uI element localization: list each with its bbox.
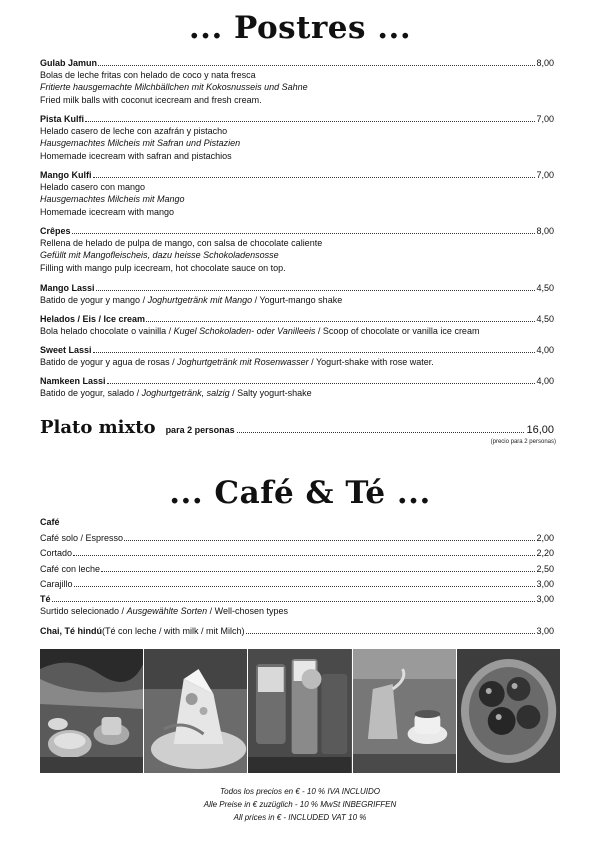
item-desc-de: Gefüllt mit Mangofleischeis, dazu heisse Schokoladensosse	[40, 250, 279, 261]
item-name: Namkeen Lassi	[40, 376, 106, 386]
item-subtitle: (Té con leche / with milk / mit Milch)	[102, 626, 245, 636]
item-name: Té	[40, 594, 51, 604]
footer-line-en: All prices in € - INCLUDED VAT 10 %	[233, 813, 367, 822]
leader-dots	[107, 383, 536, 384]
leader-dots	[98, 65, 535, 66]
item-desc-de: Kugel Schokoladen- oder Vanilleeis	[173, 326, 316, 336]
item-desc-es: Helado casero de leche con azafrán y pistacho	[40, 126, 228, 136]
menu-item-mango-kulfi	[40, 170, 554, 218]
item-desc-es: Rellena de helado de pulpa de mango, con salsa de chocolate caliente	[40, 238, 323, 248]
leader-dots	[101, 571, 535, 572]
menu-item-te	[40, 594, 554, 617]
item-price: 7,00	[536, 170, 554, 180]
item-name: Mango Kulfi	[40, 170, 92, 180]
item-name: Cortado	[40, 548, 73, 558]
item-desc-en: Filling with mango pulp icecream, hot chocolate sauce on top.	[40, 262, 286, 273]
menu-item-mango-lassi	[40, 283, 554, 306]
item-desc-en: Homemade icecream with mango	[40, 206, 175, 217]
plato-name: Plato mixto	[40, 417, 156, 438]
leader-dots	[93, 177, 536, 178]
plato-price: 16,00	[526, 424, 554, 436]
menu-item-namkeen-lassi	[40, 376, 554, 399]
item-desc-en: Homemade icecream with safran and pistachios	[40, 150, 232, 161]
item-name: Café solo / Espresso	[40, 533, 124, 543]
menu-item-cafe-solo	[40, 533, 554, 544]
item-price: 4,00	[536, 345, 554, 355]
leader-dots	[124, 540, 535, 541]
item-desc-de: Fritierte hausgemachte Milchbällchen mit Kokosnusseis und Sahne	[40, 82, 308, 93]
item-desc	[40, 325, 554, 337]
item-desc-de: Joghurtgetränk, salzig	[141, 388, 230, 398]
item-price: 8,00	[536, 226, 554, 236]
menu-item-cortado	[40, 548, 554, 559]
coffee-pot-photo	[353, 649, 456, 773]
item-desc	[40, 294, 554, 306]
item-name: Mango Lassi	[40, 283, 95, 293]
item-name: Café con leche	[40, 564, 101, 574]
item-desc-en: / Salty yogurt-shake	[229, 388, 312, 398]
menu-item-chai	[40, 626, 554, 637]
item-price: 8,00	[536, 58, 554, 68]
menu-item-gulab-jamun	[40, 58, 554, 106]
footer-line-es: Todos los precios en € - 10 % IVA INCLUIDO	[220, 787, 380, 796]
leader-dots	[85, 121, 535, 122]
item-desc-en: / Yogurt-shake with rose water.	[308, 357, 434, 367]
item-desc-es: Bola helado chocolate o vainilla /	[40, 326, 174, 336]
menu-item-cafe-con-leche	[40, 564, 554, 575]
tea-set-photo	[40, 649, 143, 773]
item-price: 3,00	[536, 626, 554, 636]
item-desc-en: Fried milk balls with coconut icecream and fresh cream.	[40, 94, 262, 105]
leader-dots	[93, 352, 536, 353]
item-desc-es: Batido de yogur, salado /	[40, 388, 142, 398]
item-name: Gulab Jamun	[40, 58, 98, 68]
item-desc	[40, 387, 554, 399]
item-price: 3,00	[536, 594, 554, 604]
item-price: 7,00	[536, 114, 554, 124]
item-desc	[40, 605, 554, 617]
item-name: Crêpes	[40, 226, 71, 236]
item-desc-de: Hausgemachtes Milcheis mit Mango	[40, 194, 185, 205]
menu-item-crepes	[40, 226, 554, 274]
item-desc-de: Joghurtgetränk mit Mango	[147, 295, 253, 305]
leader-dots	[146, 321, 535, 322]
item-desc-de: Joghurtgetränk mit Rosenwasser	[177, 357, 309, 367]
leader-dots	[96, 290, 536, 291]
photo-strip	[40, 649, 560, 773]
postres-title: ... Postres ...	[188, 10, 412, 46]
plato-subtitle: para 2 personas	[165, 425, 235, 435]
leader-dots	[246, 633, 536, 634]
item-desc-en: / Yogurt-mango shake	[252, 295, 343, 305]
item-name: Sweet Lassi	[40, 345, 92, 355]
leader-dots	[237, 432, 525, 433]
dessert-photo	[144, 649, 247, 773]
item-name: Chai, Té hindú	[40, 626, 102, 636]
item-price: 4,50	[536, 283, 554, 293]
plato-note: (precio para 2 personas)	[490, 439, 556, 445]
item-price: 3,00	[536, 579, 554, 589]
leader-dots	[52, 601, 536, 602]
leader-dots	[74, 586, 536, 587]
item-desc-en: / Scoop of chocolate or vanilla ice cream	[315, 326, 480, 336]
gulab-jamun-photo	[457, 649, 560, 773]
menu-item-carajillo	[40, 579, 554, 590]
item-price: 4,00	[536, 376, 554, 386]
item-desc-es: Helado casero con mango	[40, 182, 146, 192]
item-desc	[40, 356, 554, 368]
cafe-heading: Café	[40, 517, 60, 527]
menu-item-pista-kulfi	[40, 114, 554, 162]
item-desc-es: Batido de yogur y mango /	[40, 295, 148, 305]
leader-dots	[72, 233, 536, 234]
item-price: 2,00	[536, 533, 554, 543]
footer-line-de: Alle Preise in € zuzüglich - 10 % MwSt INBEGRIFFEN	[203, 800, 397, 809]
menu-item-helados	[40, 314, 554, 337]
cafe-title: ... Café & Té ...	[169, 475, 431, 511]
item-desc-es: Batido de yogur y agua de rosas /	[40, 357, 178, 367]
item-desc-es: Bolas de leche fritas con helado de coco y nata fresca	[40, 70, 256, 80]
item-desc-de: Ausgewählte Sorten	[126, 606, 208, 616]
menu-item-sweet-lassi	[40, 345, 554, 368]
item-price: 2,50	[536, 564, 554, 574]
item-price: 4,50	[536, 314, 554, 324]
item-name: Helados / Eis / Ice cream	[40, 314, 146, 324]
plato-mixto	[40, 417, 554, 438]
drinks-photo	[248, 649, 351, 773]
item-name: Carajillo	[40, 579, 73, 589]
leader-dots	[73, 555, 535, 556]
item-desc-de: Hausgemachtes Milcheis mit Safran und Pistazien	[40, 138, 241, 149]
item-price: 2,20	[536, 548, 554, 558]
item-desc-es: Surtido selecionado /	[40, 606, 127, 616]
item-name: Pista Kulfi	[40, 114, 85, 124]
item-desc-en: / Well-chosen types	[207, 606, 288, 616]
